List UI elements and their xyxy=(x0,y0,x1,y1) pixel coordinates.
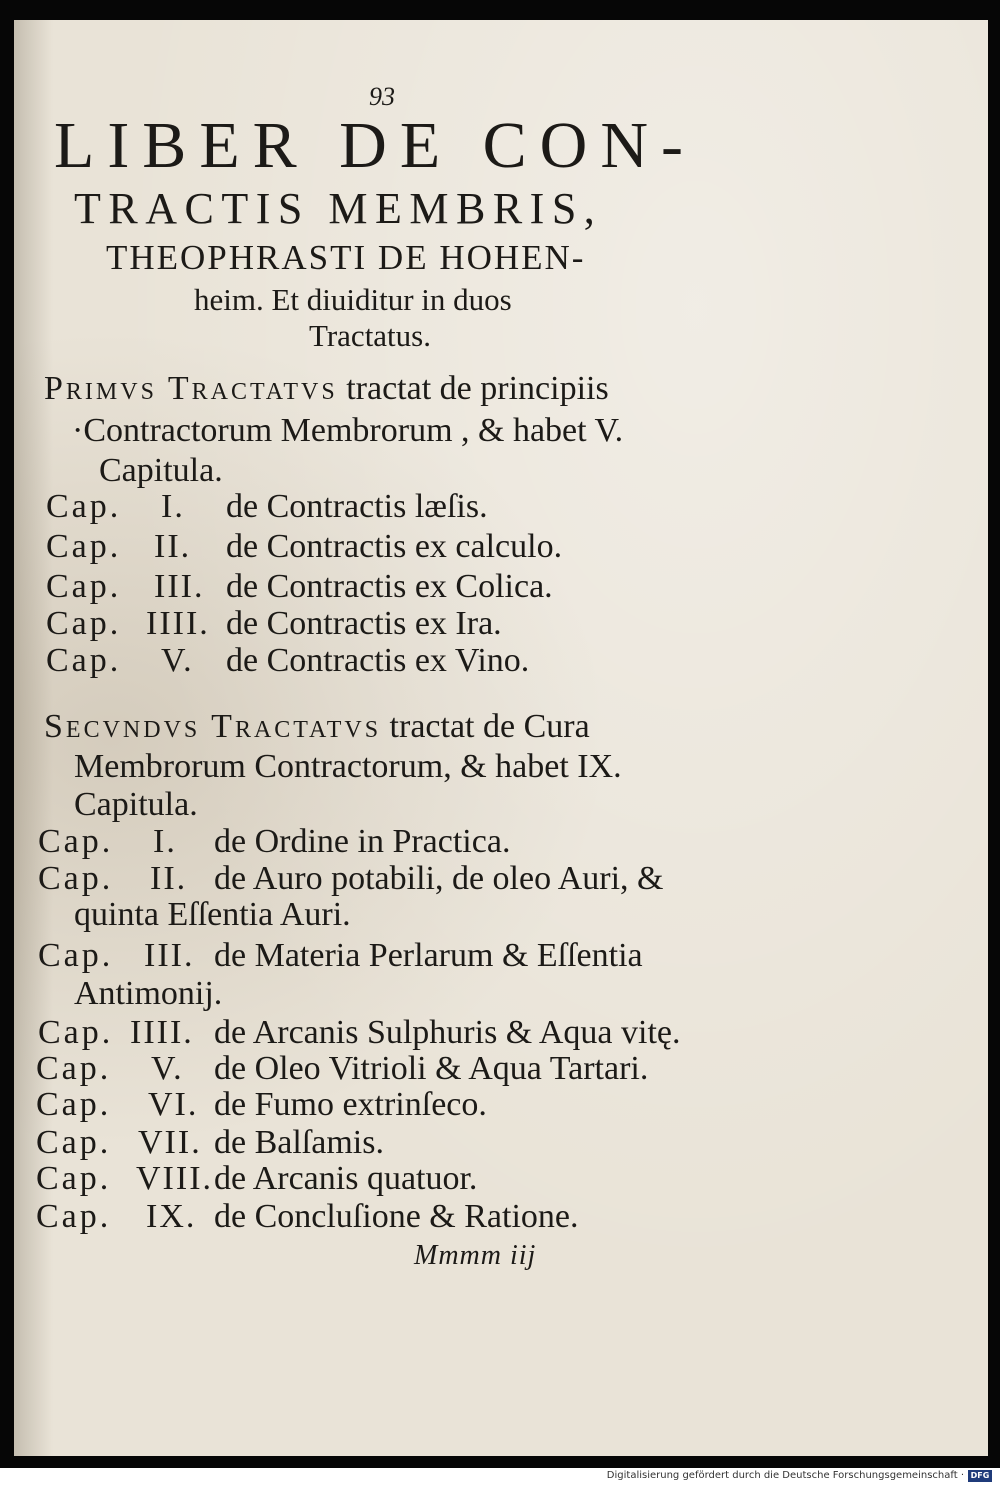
tract2-chapter-6 xyxy=(36,1086,487,1124)
tract2-chapter-3 xyxy=(38,937,643,975)
signature-mark: Mmmm iij xyxy=(414,1240,537,1271)
chapter-title: de Arcanis quatuor. xyxy=(214,1160,478,1197)
tract2-chapter-1 xyxy=(38,823,511,861)
chapter-number: III. xyxy=(154,568,205,605)
chapter-number: I. xyxy=(161,488,185,525)
chapter-title: de Contractis ex Ira. xyxy=(226,605,502,642)
tract1-heading-line3: Capitula. xyxy=(99,452,223,489)
chapter-number: II. xyxy=(150,860,188,897)
footer-bar xyxy=(0,1468,1000,1485)
book-page xyxy=(14,20,988,1456)
title-line-3: THEOPHRASTI DE HOHEN- xyxy=(106,238,586,277)
chapter-title: de Oleo Vitrioli & Aqua Tartari. xyxy=(214,1050,649,1087)
chapter-label: Cap. xyxy=(36,1050,112,1087)
footer-credit: Digitalisierung gefördert durch die Deutsche Forschungsgemeinschaft · xyxy=(606,1470,964,1481)
tract2-chapter-9 xyxy=(36,1198,579,1236)
chapter-label: Cap. xyxy=(36,1160,112,1197)
chapter-number: VI. xyxy=(148,1086,199,1123)
title-line-4: heim. Et diuiditur in duos xyxy=(194,282,512,317)
tract1-chapter-5 xyxy=(46,642,530,680)
chapter-label: Cap. xyxy=(46,488,122,525)
tract2-chapter-8 xyxy=(36,1160,478,1198)
chapter-label: Cap. xyxy=(38,860,114,897)
tract1-chapter-3 xyxy=(46,568,553,606)
chapter-title: de Contractis ex Vino. xyxy=(226,642,530,679)
chapter-title: de Fumo extrinſeco. xyxy=(214,1086,487,1123)
chapter-title: de Auro potabili, de oleo Auri, & xyxy=(214,860,664,897)
chapter-title: de Arcanis Sulphuris & Aqua vitę. xyxy=(214,1014,681,1051)
chapter-number: III. xyxy=(144,937,195,974)
dfg-logo-icon: DFG xyxy=(968,1470,992,1482)
tract1-line1-rest: tractat de principiis xyxy=(346,370,609,407)
chapter-number: VIII. xyxy=(136,1160,214,1197)
chapter-title: de Contractis ex calculo. xyxy=(226,528,563,565)
tract2-heading-line3: Capitula. xyxy=(74,786,198,823)
chapter-number: V. xyxy=(151,1050,184,1087)
chapter-label: Cap. xyxy=(38,1014,114,1051)
tract1-chapter-4 xyxy=(46,605,502,643)
tract2-chapter-3-continued: Antimonij. xyxy=(74,975,223,1012)
chapter-number: I. xyxy=(153,823,177,860)
chapter-number: II. xyxy=(154,528,192,565)
chapter-title: de Contractis læſis. xyxy=(226,488,488,525)
tract2-chapter-4 xyxy=(38,1014,681,1052)
chapter-label: Cap. xyxy=(36,1124,112,1161)
tract2-name: SECVNDVS TRACTATVS xyxy=(44,708,382,745)
chapter-title: de Concluſione & Ratione. xyxy=(214,1198,579,1235)
title-line-1: LIBER DE CON- xyxy=(54,109,696,182)
chapter-title: de Materia Perlarum & Eſſentia xyxy=(214,937,643,974)
chapter-label: Cap. xyxy=(38,937,114,974)
chapter-label: Cap. xyxy=(36,1086,112,1123)
tract2-heading-line1 xyxy=(44,708,590,746)
tract1-heading-line2: ·Contractorum Membrorum , & habet V. xyxy=(72,412,624,449)
chapter-title: de Ordine in Practica. xyxy=(214,823,511,860)
tract1-chapter-1 xyxy=(46,488,488,526)
page-number: 93 xyxy=(369,82,395,111)
tract2-heading-line2: Membrorum Contractorum, & habet IX. xyxy=(74,748,622,785)
tract2-chapter-2 xyxy=(38,860,664,898)
tract2-chapter-2-continued: quinta Eſſentia Auri. xyxy=(74,896,351,933)
chapter-title: de Balſamis. xyxy=(214,1124,384,1161)
tract2-line1-rest: tractat de Cura xyxy=(389,708,590,745)
tract1-heading-line1 xyxy=(44,370,609,408)
chapter-label: Cap. xyxy=(36,1198,112,1235)
chapter-label: Cap. xyxy=(38,823,114,860)
chapter-number: IIII. xyxy=(130,1014,194,1051)
tract2-chapter-7 xyxy=(36,1124,384,1162)
chapter-title: de Contractis ex Colica. xyxy=(226,568,553,605)
chapter-label: Cap. xyxy=(46,568,122,605)
chapter-label: Cap. xyxy=(46,605,122,642)
tract1-name: PRIMVS TRACTATVS xyxy=(44,370,338,407)
chapter-label: Cap. xyxy=(46,642,122,679)
chapter-label: Cap. xyxy=(46,528,122,565)
chapter-number: VII. xyxy=(138,1124,202,1161)
chapter-number: V. xyxy=(161,642,194,679)
tract2-chapter-5 xyxy=(36,1050,649,1088)
chapter-number: IX. xyxy=(146,1198,197,1235)
chapter-number: IIII. xyxy=(146,605,210,642)
title-line-5: Tractatus. xyxy=(309,318,431,353)
title-line-2: TRACTIS MEMBRIS, xyxy=(74,184,603,233)
tract1-chapter-2 xyxy=(46,528,563,566)
